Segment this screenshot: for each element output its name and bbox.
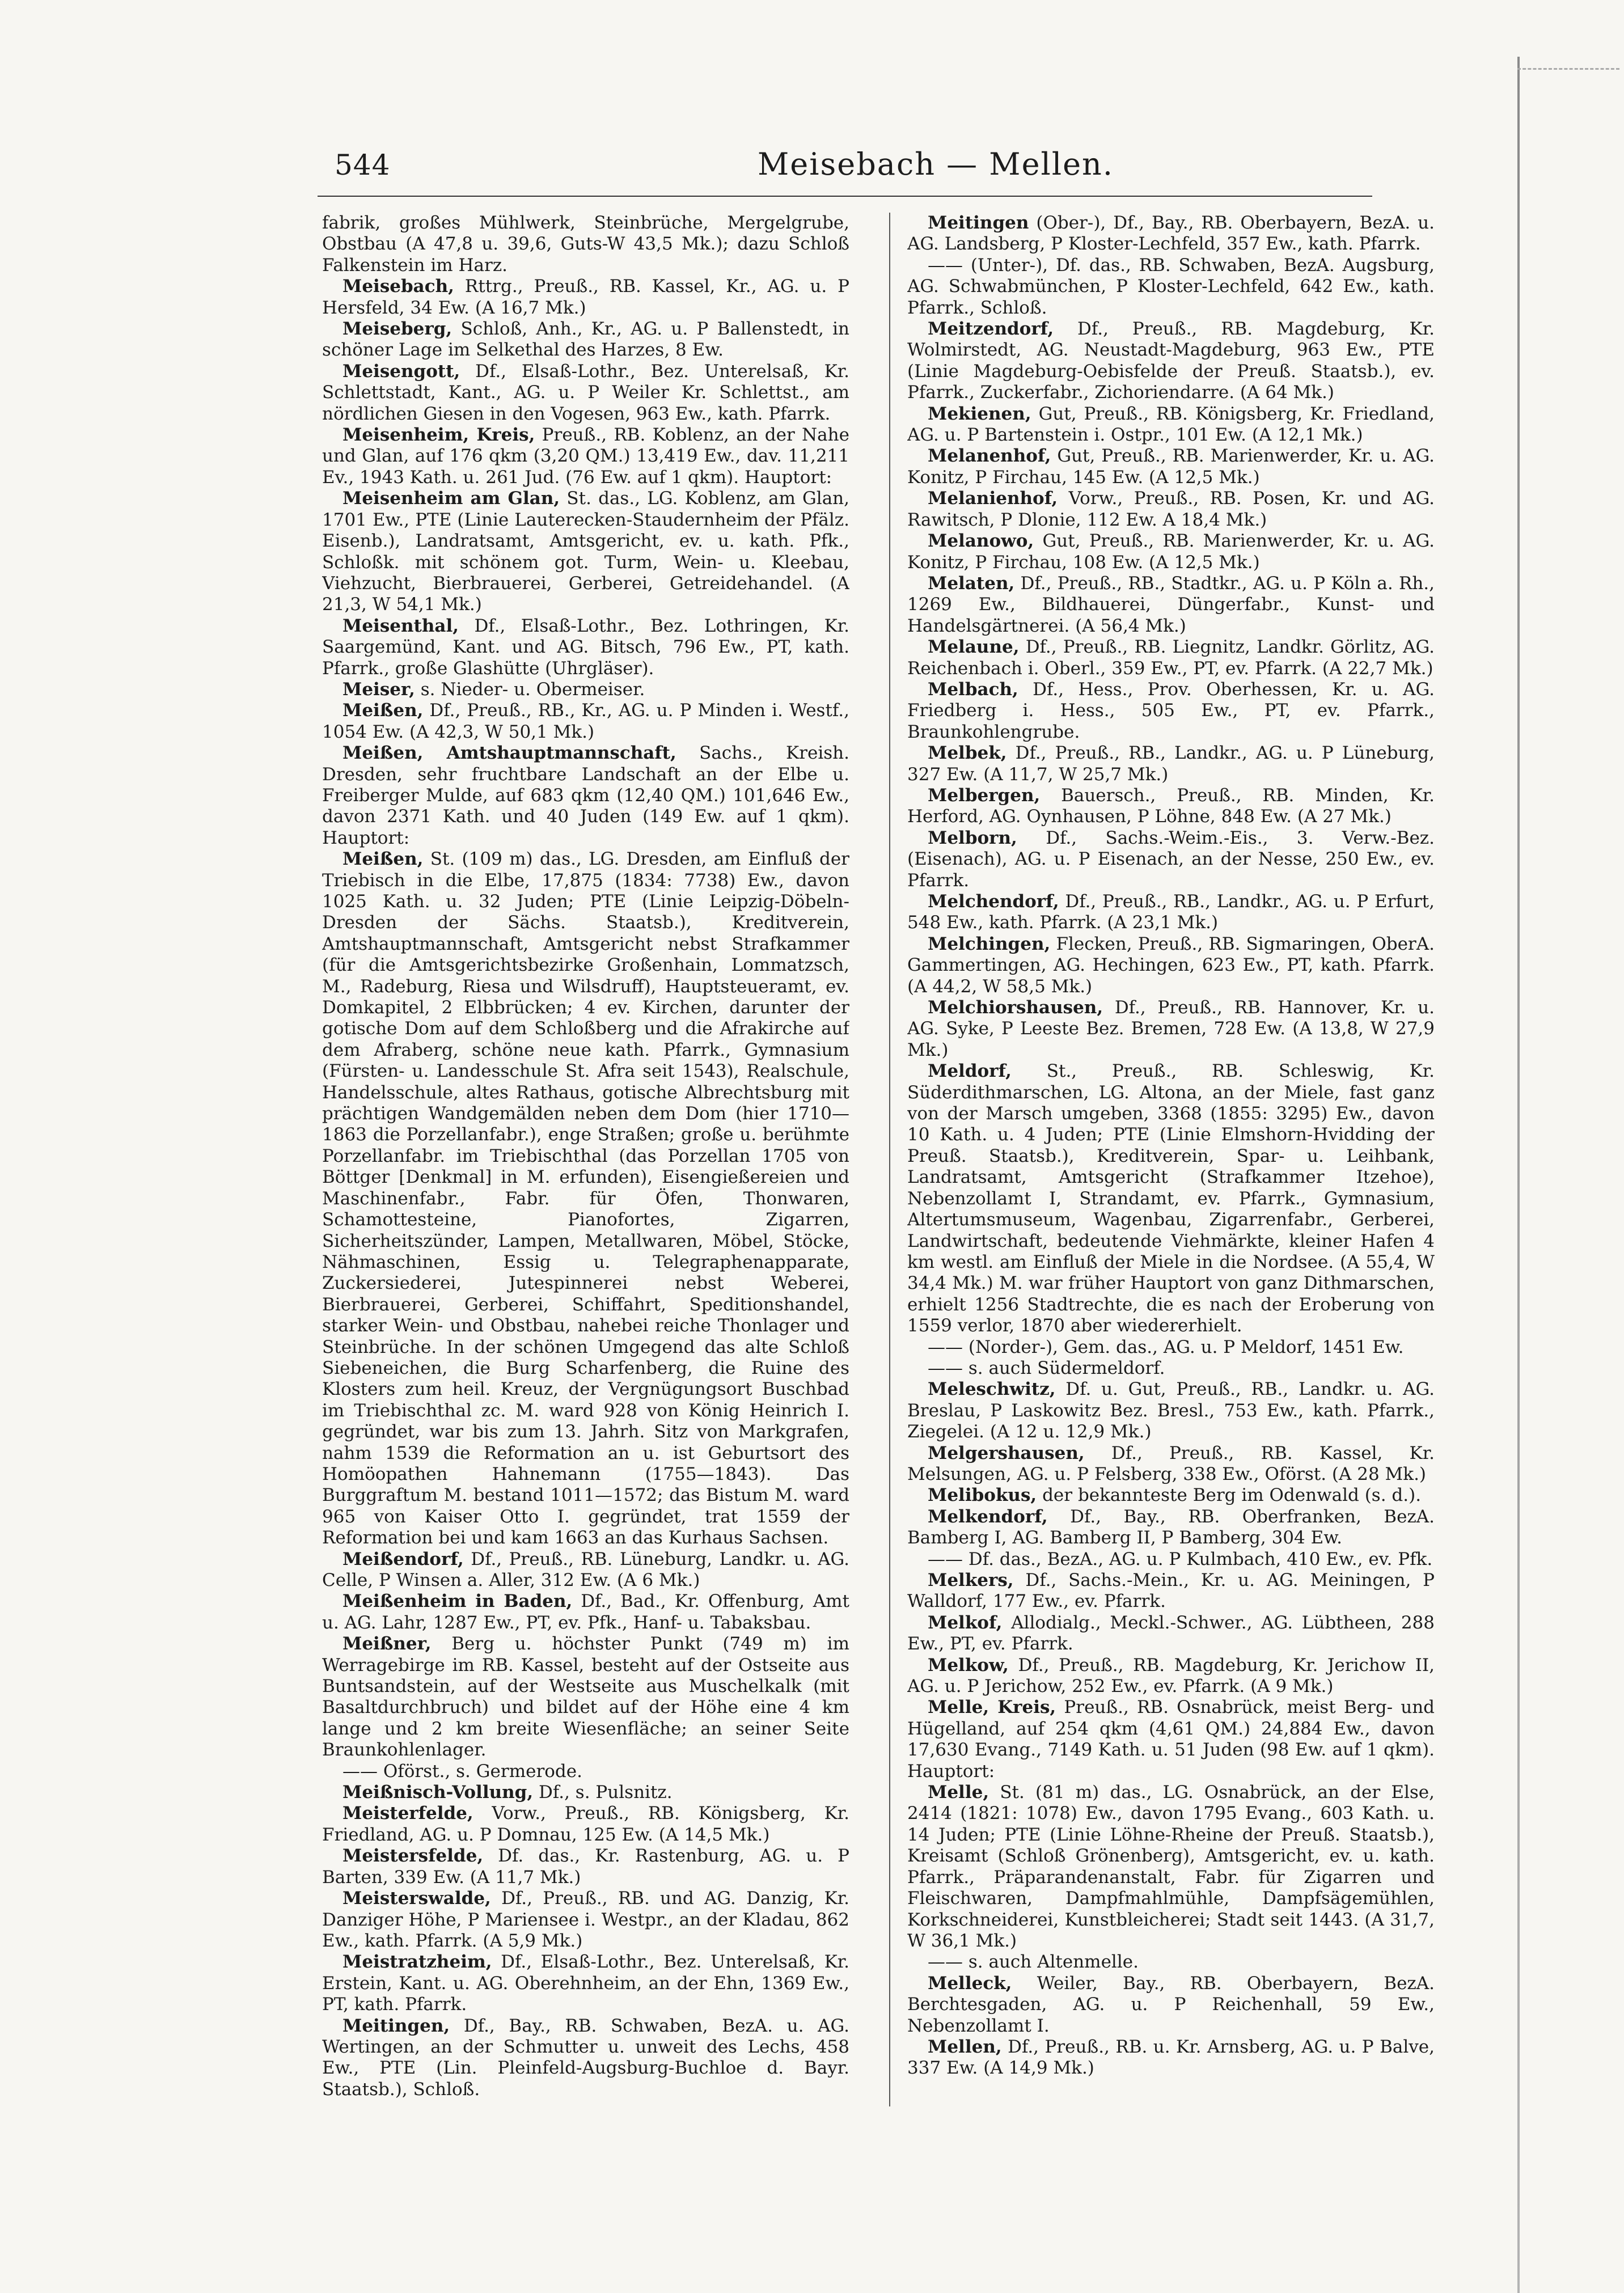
entry-headword: Melanowo, (928, 531, 1034, 552)
dictionary-entry (322, 319, 849, 361)
entry-headword: Meisterfelde, (342, 1803, 473, 1824)
entry-headword: Meitzendorf, (928, 319, 1054, 340)
entry-text: Df., Preuß., RB., Kr., AG. u. P Minden i. Westf., 1054 Ew. (A 42,3, W 50,1 Mk.) (322, 700, 849, 742)
entry-text: Df. u. Gut, Preuß., RB., Landkr. u. AG. Breslau, P Laskowitz Bez. Bresl., 753 Ew., kath. Pfarrk., Ziegelei. (A 12 u. 12,9 Mk.) (907, 1379, 1435, 1442)
entry-text: Df., Preuß., RB. Lüneburg, Landkr. u. AG. Celle, P Winsen a. Aller, 312 Ew. (A 6 Mk.) (322, 1549, 849, 1590)
entry-text: Flecken, Preuß., RB. Sigmaringen, OberA. Gammertingen, AG. Hechingen, 623 Ew., PT, kath. Pfarrk. (A 44,2, W 58,5 Mk.) (907, 933, 1435, 997)
entry-text: —— s. auch Altenmelle. (928, 1952, 1139, 1973)
entry-text: Df., s. Pulsnitz. (539, 1782, 673, 1803)
dictionary-entry (322, 1952, 849, 2015)
entry-headword: Meißen, (342, 849, 424, 870)
entry-text: Gut, Preuß., RB. Königsberg, Kr. Friedland, AG. u. P Bartenstein i. Ostpr., 101 Ew. (A 12,1 Mk.) (907, 403, 1435, 446)
entry-text: Df. das., Kr. Rastenburg, AG. u. P Barten, 339 Ew. (A 11,7 Mk.) (322, 1846, 849, 1888)
entry-text: Preuß., RB. Koblenz, an der Nahe und Glan, auf 176 qkm (3,20 QM.) 13,419 Ew., dav. 11,211 Ev., 1943 Kath. u. 261 Jud. (76 Ew. auf 1 qkm). Hauptort: (322, 425, 849, 488)
entry-headword: Melle, (928, 1782, 989, 1803)
entry-text: Df., Bay., RB. Schwaben, BezA. u. AG. Wertingen, an der Schmutter u. unweit des Lechs, 458 Ew., PTE (Lin. Pleinfeld-Augsburg-Buchloe d. Bayr. Staatsb.), Schloß. (322, 2015, 849, 2100)
entry-text: Rttrg., Preuß., RB. Kassel, Kr., AG. u. P Hersfeld, 34 Ew. (A 16,7 Mk.) (322, 276, 849, 318)
dictionary-entry (322, 2016, 849, 2101)
entry-headword: Meisenheim am Glan, (342, 488, 560, 509)
entry-text: Sachs., Kreish. Dresden, sehr fruchtbare Landschaft an der Elbe u. Freiberger Mulde, auf 683 qkm (12,40 QM.) 101,646 Ew., davon 2371 Kath. und 40 Juden (149 Ew. auf 1 qkm). Hauptort: (322, 743, 849, 848)
dictionary-entry (322, 1846, 849, 1888)
dictionary-entry (322, 849, 849, 1549)
dictionary-entry (907, 1379, 1435, 1442)
left-column (322, 213, 849, 2265)
entry-text: Vorw., Preuß., RB. Posen, Kr. und AG. Rawitsch, P Dlonie, 112 Ew. A 18,4 Mk.) (907, 488, 1435, 530)
dictionary-entry (907, 1782, 1435, 1952)
entry-headword: Mellen, (928, 2036, 1002, 2057)
entry-text: Df., Elsaß-Lothr., Bez. Unterelsaß, Kr. Erstein, Kant. u. AG. Oberehnheim, an der Ehn, 1369 Ew., PT, kath. Pfarrk. (322, 1952, 849, 2015)
binding-edge-mark (1517, 68, 1619, 71)
entry-headword: Melleck, (928, 1973, 1012, 1994)
entry-headword: Meistersfelde, (342, 1846, 484, 1867)
entry-headword: Meiseberg, (342, 319, 452, 340)
entry-headword: Melkow, (928, 1655, 1009, 1676)
entry-headword: Meisterswalde, (342, 1888, 491, 1909)
entry-text: Vorw., Preuß., RB. Königsberg, Kr. Friedland, AG. u. P Domnau, 125 Ew. (A 14,5 Mk.) (322, 1803, 849, 1845)
entry-text: Preuß., RB. Osnabrück, meist Berg- und Hügelland, auf 254 qkm (4,61 QM.) 24,884 Ew., davon 17,630 Evang., 7149 Kath. u. 51 Juden (98 Ew. auf 1 qkm). Hauptort: (907, 1697, 1435, 1782)
dictionary-entry (907, 1697, 1435, 1782)
entry-text: St. (109 m) das., LG. Dresden, am Einfluß der Triebisch in die Elbe, 17,875 (1834: 7738) Ew., davon 1025 Kath. u. 32 Juden; PTE (Linie Leipzig-Döbeln-Dresden der Sächs. Staatsb.), Kreditverein, Amtshauptmannschaft, Amtsgericht nebst Strafkammer (für die Amtsgerichtsbezirke Großenhain, Lommatzsch, M., Radeburg, Riesa und Wilsdruff), Hauptsteueramt, ev. Domkapitel, 2 Elbbrücken; 4 ev. Kirchen, darunter der gotische Dom auf dem Schloßberg und die Afrakirche auf dem Afraberg, schöne neue kath. Pfarrk., Gymnasium (Fürsten- u. Landesschule St. Afra seit 1543), Realschule, Handelsschule, altes Rathaus, gotische Albrechtsburg mit prächtigen Wandgemälden neben dem Dom (hier 1710—1863 die Porzellanfabr.), enge Straßen; große u. berühmte Porzellanfabr. im Triebischthal (das Porzellan 1705 von Böttger [Denkmal] in M. erfunden), Eisengießereien und Maschinenfabr., Fabr. für Öfen, Thonwaren, Schamottesteine, Pianofortes, Zigarren, Sicherheitszünder, Lampen, Metallwaren, Möbel, Stöcke, Nähmaschinen, Essig u. Telegraphenapparate, Zuckersiederei, Jutespinnerei nebst Weberei, Bierbrauerei, Gerberei, Schiffahrt, Speditionshandel, starker Wein- und Obstbau, nahebei reiche Thonlager und Steinbrüche. In der schönen Umgegend das alte Schloß Siebeneichen, die Burg Scharfenberg, die Ruine des Klosters zum heil. Kreuz, der Vergnügungsort Buschbad im Triebischthal zc. M. ward 928 von König Heinrich I. gegründet, war bis zum 13. Jahrh. Sitz von Markgrafen, nahm 1539 die Reformation an u. ist Geburtsort des Homöopathen Hahnemann (1755—1843). Das Burggraftum M. bestand 1011—1572; das Bistum M. ward 965 von Kaiser Otto I. gegründet, trat 1559 der Reformation bei und kam 1663 an das Kurhaus Sachsen. (322, 849, 849, 1549)
entry-text: Df., Preuß., RB. Kassel, Kr. Melsungen, AG. u. P Felsberg, 338 Ew., Oförst. (A 28 Mk.) (907, 1442, 1435, 1484)
entry-headword: Melbach, (928, 679, 1018, 700)
entry-text: Df., Preuß., RB. und AG. Danzig, Kr. Danziger Höhe, P Mariensee i. Westpr., an der Kladau, 862 Ew., kath. Pfarrk. (A 5,9 Mk.) (322, 1888, 849, 1951)
entry-text: Df., Sachs.-Weim.-Eis., 3. Verw.-Bez. (Eisenach), AG. u. P Eisenach, an der Nesse, 250 Ew., ev. Pfarrk. (907, 827, 1435, 891)
entry-text: Schloß, Anh., Kr., AG. u. P Ballenstedt, in schöner Lage im Selkethal des Harzes, 8 Ew. (322, 319, 849, 361)
dictionary-entry (907, 1337, 1435, 1358)
dictionary-entry (907, 743, 1435, 785)
entry-headword: Meleschwitz, (928, 1379, 1056, 1400)
entry-text: Df., Preuß., RB. Hannover, Kr. u. AG. Syke, P Leeste Bez. Bremen, 728 Ew. (A 13,8, W 27,9 Mk.) (907, 997, 1435, 1060)
dictionary-entry (907, 1061, 1435, 1336)
entry-text: St. (81 m) das., LG. Osnabrück, an der Else, 2414 (1821: 1078) Ew., davon 1795 Evang., 603 Kath. u. 14 Juden; PTE (Linie Löhne-Rheine der Preuß. Staatsb.), Kreisamt (Schloß Grönenberg), Amtsgericht, ev. u. kath. Pfarrk., Präparandenanstalt, Fabr. für Zigarren und Fleischwaren, Dampfmahlmühle, Dampfsägemühlen, Korkschneiderei, Kunstbleicherei; Stadt seit 1443. (A 31,7, W 36,1 Mk.) (907, 1782, 1435, 1951)
entry-text: Df., Preuß., RB., Stadtkr., AG. u. P Köln a. Rh., 1269 Ew., Bildhauerei, Düngerfabr., Kunst- und Handelsgärtnerei. (A 56,4 Mk.) (907, 573, 1435, 636)
dictionary-entry (322, 1591, 849, 1634)
entry-headword: Meistratzheim, (342, 1952, 492, 1973)
dictionary-entry (322, 425, 849, 488)
dictionary-entry (907, 1549, 1435, 1570)
entry-text: Df., Bay., RB. Oberfranken, BezA. Bamberg I, AG. Bamberg II, P Bamberg, 304 Ew. (907, 1506, 1435, 1549)
dictionary-entry (907, 1613, 1435, 1655)
entry-headword: Melkendorf, (928, 1506, 1048, 1527)
entry-headword: Melaune, (928, 637, 1020, 658)
entry-text: (Ober-), Df., Bay., RB. Oberbayern, BezA. u. AG. Landsberg, P Kloster-Lechfeld, 357 Ew., kath. Pfarrk. (907, 213, 1435, 255)
entry-headword: Melibokus, (928, 1485, 1037, 1506)
entry-text: —— Df. das., BezA., AG. u. P Kulmbach, 410 Ew., ev. Pfk. (928, 1549, 1433, 1569)
entry-text: fabrik, großes Mühlwerk, Steinbrüche, Mergelgrube, Obstbau (A 47,8 u. 39,6, Guts-W 43,5 Mk.); dazu Schloß Falkenstein im Harz. (322, 213, 849, 276)
entry-text: —— Oförst., s. Germerode. (342, 1761, 582, 1782)
dictionary-entry (322, 361, 849, 425)
dictionary-entry (322, 616, 849, 679)
entry-headword: Melbek, (928, 743, 1007, 764)
entry-text: Gut, Preuß., RB. Marienwerder, Kr. u. AG. Konitz, P Firchau, 108 Ew. (A 12,5 Mk.) (907, 531, 1435, 573)
dictionary-entry (907, 1358, 1435, 1379)
dictionary-entry (907, 679, 1435, 743)
running-head: Meisebach — Mellen. (758, 146, 1114, 182)
dictionary-entry (322, 1782, 849, 1803)
entry-headword: Melgershausen, (928, 1442, 1085, 1463)
entry-headword: Meitingen, (342, 2015, 450, 2036)
entry-headword: Meitingen (928, 213, 1029, 233)
entry-text: Df., Preuß., RB. Liegnitz, Landkr. Görlitz, AG. Reichenbach i. Oberl., 359 Ew., PT, ev. Pfarrk. (A 22,7 Mk.) (907, 637, 1435, 679)
entry-text: Allodialg., Meckl.-Schwer., AG. Lübtheen, 288 Ew., PT, ev. Pfarrk. (907, 1612, 1435, 1655)
dictionary-entry (322, 1888, 849, 1952)
entry-text: Gut, Preuß., RB. Marienwerder, Kr. u. AG. Konitz, P Firchau, 145 Ew. (A 12,5 Mk.) (907, 446, 1435, 488)
dictionary-entry (907, 828, 1435, 891)
entry-headword: Melbergen, (928, 785, 1041, 806)
dictionary-entry (907, 1973, 1435, 2037)
entry-text: Df., Preuß., RB. Magdeburg, Kr. Wolmirstedt, AG. Neustadt-Magdeburg, 963 Ew., PTE (Linie Magdeburg-Oebisfelde der Preuß. Staatsb.), ev. Pfarrk., Zuckerfabr., Zichoriendarre. (A 64 Mk.) (907, 319, 1435, 403)
entry-text: Df., Elsaß-Lothr., Bez. Unterelsaß, Kr. Schlettstadt, Kant., AG. u. P Weiler Kr. Schlettst., am nördlichen Giesen in den Vogesen, 963 Ew., kath. Pfarrk. (322, 361, 849, 424)
entry-headword: Meißen, (342, 700, 424, 721)
entry-text: —— (Unter-), Df. das., RB. Schwaben, BezA. Augsburg, AG. Schwabmünchen, P Kloster-Lechfeld, 642 Ew., kath. Pfarrk., Schloß. (907, 255, 1435, 318)
dictionary-entry (907, 573, 1435, 637)
entry-headword: Meisenheim, Kreis, (342, 425, 535, 446)
entry-headword: Melkof, (928, 1612, 1003, 1633)
entry-text: Df., Preuß., RB. Magdeburg, Kr. Jerichow II, AG. u. P Jerichow, 252 Ew., ev. Pfarrk. (A 9 Mk.) (907, 1655, 1435, 1697)
entry-text: Df., Preuß., RB. u. Kr. Arnsberg, AG. u. P Balve, 337 Ew. (A 14,9 Mk.) (907, 2036, 1435, 2079)
entry-text: Df., Bad., Kr. Offenburg, Amt u. AG. Lahr, 1287 Ew., PT, ev. Pfk., Hanf- u. Tabaksbau. (322, 1591, 849, 1633)
page-number: 544 (335, 149, 391, 181)
dictionary-entry (907, 255, 1435, 319)
entry-headword: Mekienen, (928, 403, 1031, 424)
dictionary-entry (907, 997, 1435, 1061)
entry-headword: Meißendorf, (342, 1549, 464, 1569)
entry-headword: Meißnisch-Vollung, (342, 1782, 534, 1803)
dictionary-entry (322, 276, 849, 319)
entry-headword: Melanenhof, (928, 446, 1051, 467)
binding-edge-line (1517, 57, 1520, 2293)
entry-text: Df., Hess., Prov. Oberhessen, Kr. u. AG. Friedberg i. Hess., 505 Ew., PT, ev. Pfarrk., Braunkohlengrube. (907, 679, 1435, 742)
dictionary-entry (907, 404, 1435, 446)
column-divider (889, 213, 890, 2106)
entry-headword: Meisengott, (342, 361, 460, 382)
entry-text: der bekannteste Berg im Odenwald (s. d.). (1042, 1485, 1422, 1506)
dictionary-entry (322, 700, 849, 743)
dictionary-entry (907, 319, 1435, 404)
dictionary-entry (907, 488, 1435, 531)
dictionary-entry (907, 1443, 1435, 1486)
dictionary-entry (322, 1761, 849, 1782)
entry-text: St. das., LG. Koblenz, am Glan, 1701 Ew., PTE (Linie Lauterecken-Staudernheim der Pfälz. Eisenb.), Landratsamt, Amtsgericht, ev. u. kath. Pfk., Schloßk. mit schönem got. Turm, Wein- u. Kleebau, Viehzucht, Bierbrauerei, Gerberei, Getreidehandel. (A 21,3, W 54,1 Mk.) (322, 488, 849, 615)
entry-text: Bauersch., Preuß., RB. Minden, Kr. Herford, AG. Oynhausen, P Löhne, 848 Ew. (A 27 Mk.) (907, 785, 1435, 827)
entry-headword: Melkers, (928, 1570, 1014, 1590)
entry-text: Df., Sachs.-Mein., Kr. u. AG. Meiningen, P Walldorf, 177 Ew., ev. Pfarrk. (907, 1570, 1435, 1612)
entry-headword: Melchiorshausen, (928, 997, 1103, 1018)
dictionary-entry (907, 531, 1435, 573)
entry-headword: Meißner, (342, 1634, 432, 1655)
entry-headword: Meißen, Amtshauptmannschaft, (342, 743, 676, 764)
dictionary-entry (907, 1485, 1435, 1506)
dictionary-entry (907, 891, 1435, 934)
dictionary-entry (907, 1507, 1435, 1549)
header-rule (318, 196, 1372, 197)
dictionary-entry (907, 446, 1435, 488)
entry-headword: Meisebach, (342, 276, 454, 297)
dictionary-entry (907, 1570, 1435, 1613)
right-column (907, 213, 1435, 2265)
dictionary-entry (322, 1803, 849, 1846)
entry-headword: Meißenheim in Baden, (342, 1591, 573, 1612)
entry-headword: Meisenthal, (342, 615, 459, 636)
dictionary-entry (322, 1549, 849, 1592)
dictionary-entry (907, 785, 1435, 828)
entry-headword: Meiser, (342, 679, 415, 700)
dictionary-entry (907, 637, 1435, 679)
entry-text: St., Preuß., RB. Schleswig, Kr. Süderdithmarschen, LG. Altona, an der Miele, fast ganz von der Marsch umgeben, 3368 (1855: 3295) Ew., davon 10 Kath. u. 4 Juden; PTE (Linie Elmshorn-Hvidding der Preuß. Staatsb.), Kreditverein, Spar- u. Leihbank, Landratsamt, Amtsgericht (Strafkammer Itzehoe), Nebenzollamt I, Strandamt, ev. Pfarrk., Gymnasium, Altertumsmuseum, Wagenbau, Zigarrenfabr., Gerberei, Landwirtschaft, bedeutende Viehmärkte, kleiner Hafen 4 km westl. am Einfluß der Miele in die Nordsee. (A 55,4, W 34,4 Mk.) M. war früher Hauptort von ganz Dithmarschen, erhielt 1256 Stadtrechte, die es nach der Eroberung von 1559 verlor, 1870 aber wiedererhielt. (907, 1061, 1435, 1336)
dictionary-entry (322, 488, 849, 615)
entry-headword: Melle, Kreis, (928, 1697, 1056, 1718)
entry-headword: Melchingen, (928, 933, 1051, 954)
dictionary-entry (322, 743, 849, 849)
entry-headword: Melborn, (928, 827, 1017, 848)
entry-text: Df., Elsaß-Lothr., Bez. Lothringen, Kr. Saargemünd, Kant. und AG. Bitsch, 796 Ew., PT, kath. Pfarrk., große Glashütte (Uhrgläser). (322, 615, 849, 679)
entry-headword: Melanienhof, (928, 488, 1058, 509)
entry-headword: Melchendorf, (928, 891, 1059, 912)
dictionary-entry (907, 1952, 1435, 1973)
dictionary-entry (322, 1634, 849, 1761)
dictionary-entry (322, 679, 849, 700)
entry-text: Df., Preuß., RB., Landkr., AG. u. P Erfurt, 548 Ew., kath. Pfarrk. (A 23,1 Mk.) (907, 891, 1435, 933)
dictionary-entry (322, 213, 849, 276)
dictionary-entry (907, 934, 1435, 997)
entry-text: —— (Norder-), Gem. das., AG. u. P Meldorf, 1451 Ew. (928, 1336, 1404, 1357)
entry-text: s. Nieder- u. Obermeiser. (420, 679, 645, 700)
dictionary-entry (907, 1655, 1435, 1698)
entry-text: Berg u. höchster Punkt (749 m) im Werragebirge im RB. Kassel, besteht auf der Ostseite aus Buntsandstein, auf der Westseite aus Muschelkalk (mit Basaltdurchbruch) und bildet auf der Höhe eine 4 km lange und 2 km breite Wiesenfläche; an seiner Seite Braunkohlenlager. (322, 1634, 849, 1761)
entry-text: Df., Preuß., RB., Landkr., AG. u. P Lüneburg, 327 Ew. (A 11,7, W 25,7 Mk.) (907, 743, 1435, 785)
dictionary-entry (907, 2037, 1435, 2079)
entry-text: —— s. auch Südermeldorf. (928, 1357, 1165, 1378)
entry-headword: Melaten, (928, 573, 1015, 594)
entry-headword: Meldorf, (928, 1061, 1012, 1082)
dictionary-entry (907, 213, 1435, 255)
entry-text: Weiler, Bay., RB. Oberbayern, BezA. Berchtesgaden, AG. u. P Reichenhall, 59 Ew., Nebenzollamt I. (907, 1973, 1435, 2036)
